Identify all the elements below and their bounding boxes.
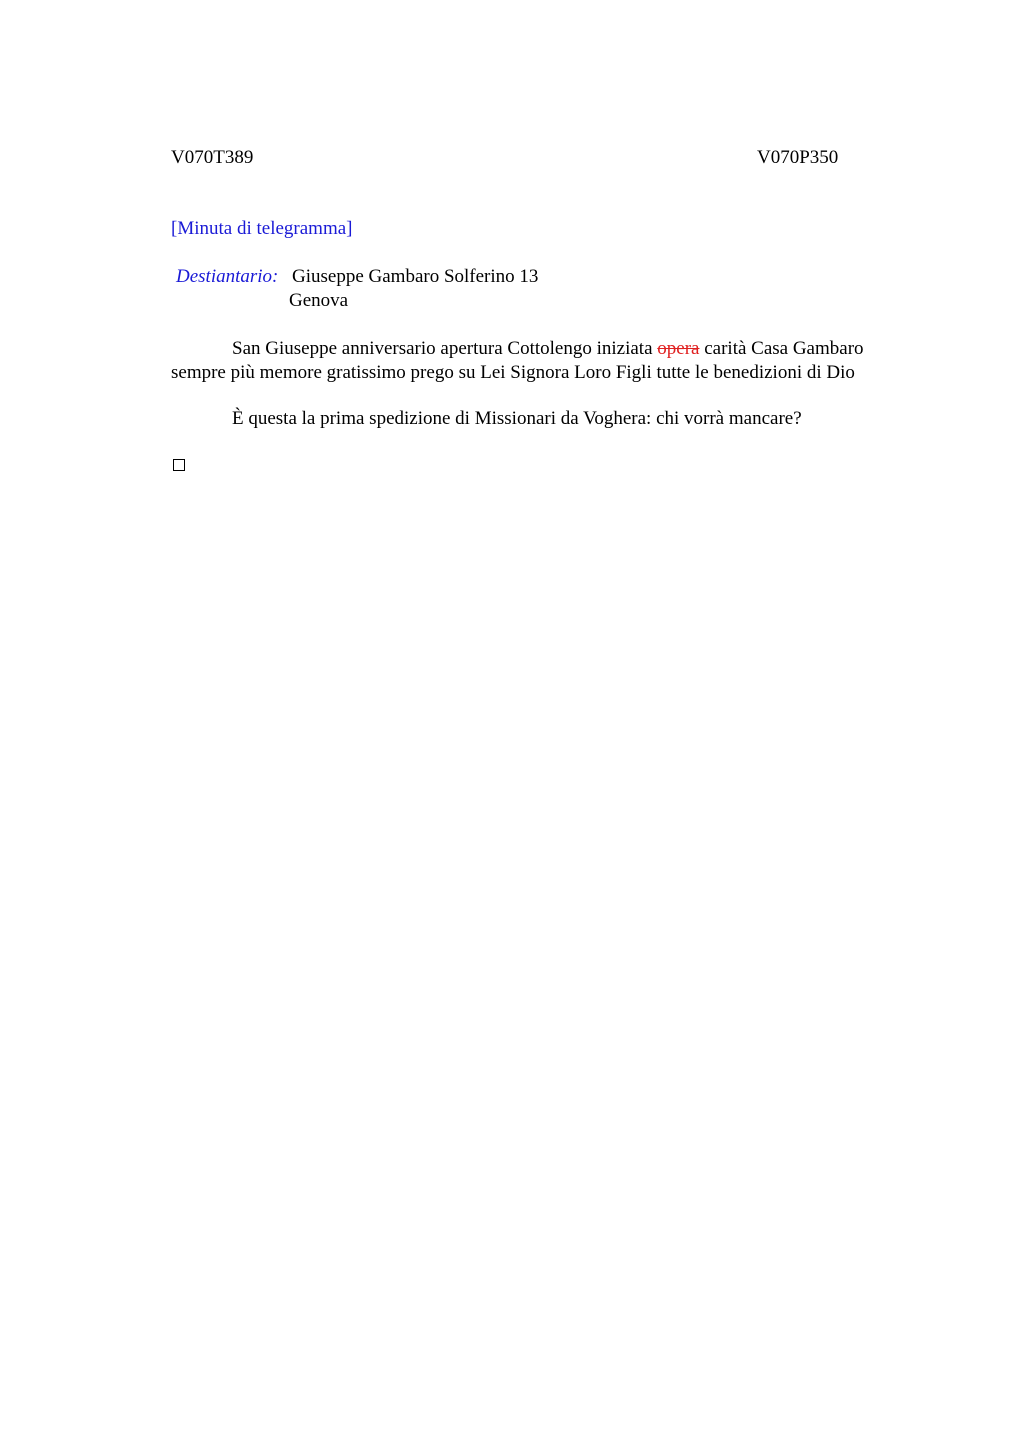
paragraph-1-line-2: sempre più memore gratissimo prego su Lei Signora Loro Figli tutte le benedizioni di Dio <box>171 362 855 383</box>
paragraph-1-text-before: San Giuseppe anniversario apertura Cottolengo iniziata <box>232 338 658 359</box>
paragraph-1-line-1 <box>232 337 864 361</box>
recipient-label: Destiantario: <box>176 266 279 287</box>
paragraph-2: È questa la prima spedizione di Missionari da Voghera: chi vorrà mancare? <box>232 408 802 429</box>
struck-word: opera <box>657 338 700 359</box>
document-heading: [Minuta di telegramma] <box>171 218 353 239</box>
recipient-city: Genova <box>289 290 349 311</box>
document-code-right: V070P350 <box>757 147 839 168</box>
paragraph-1-text-after: carità Casa Gambaro <box>699 338 864 359</box>
document-code-left: V070T389 <box>171 147 254 168</box>
end-marker-square-icon <box>173 459 185 471</box>
recipient-name-address: Giuseppe Gambaro Solferino 13 <box>292 266 539 287</box>
